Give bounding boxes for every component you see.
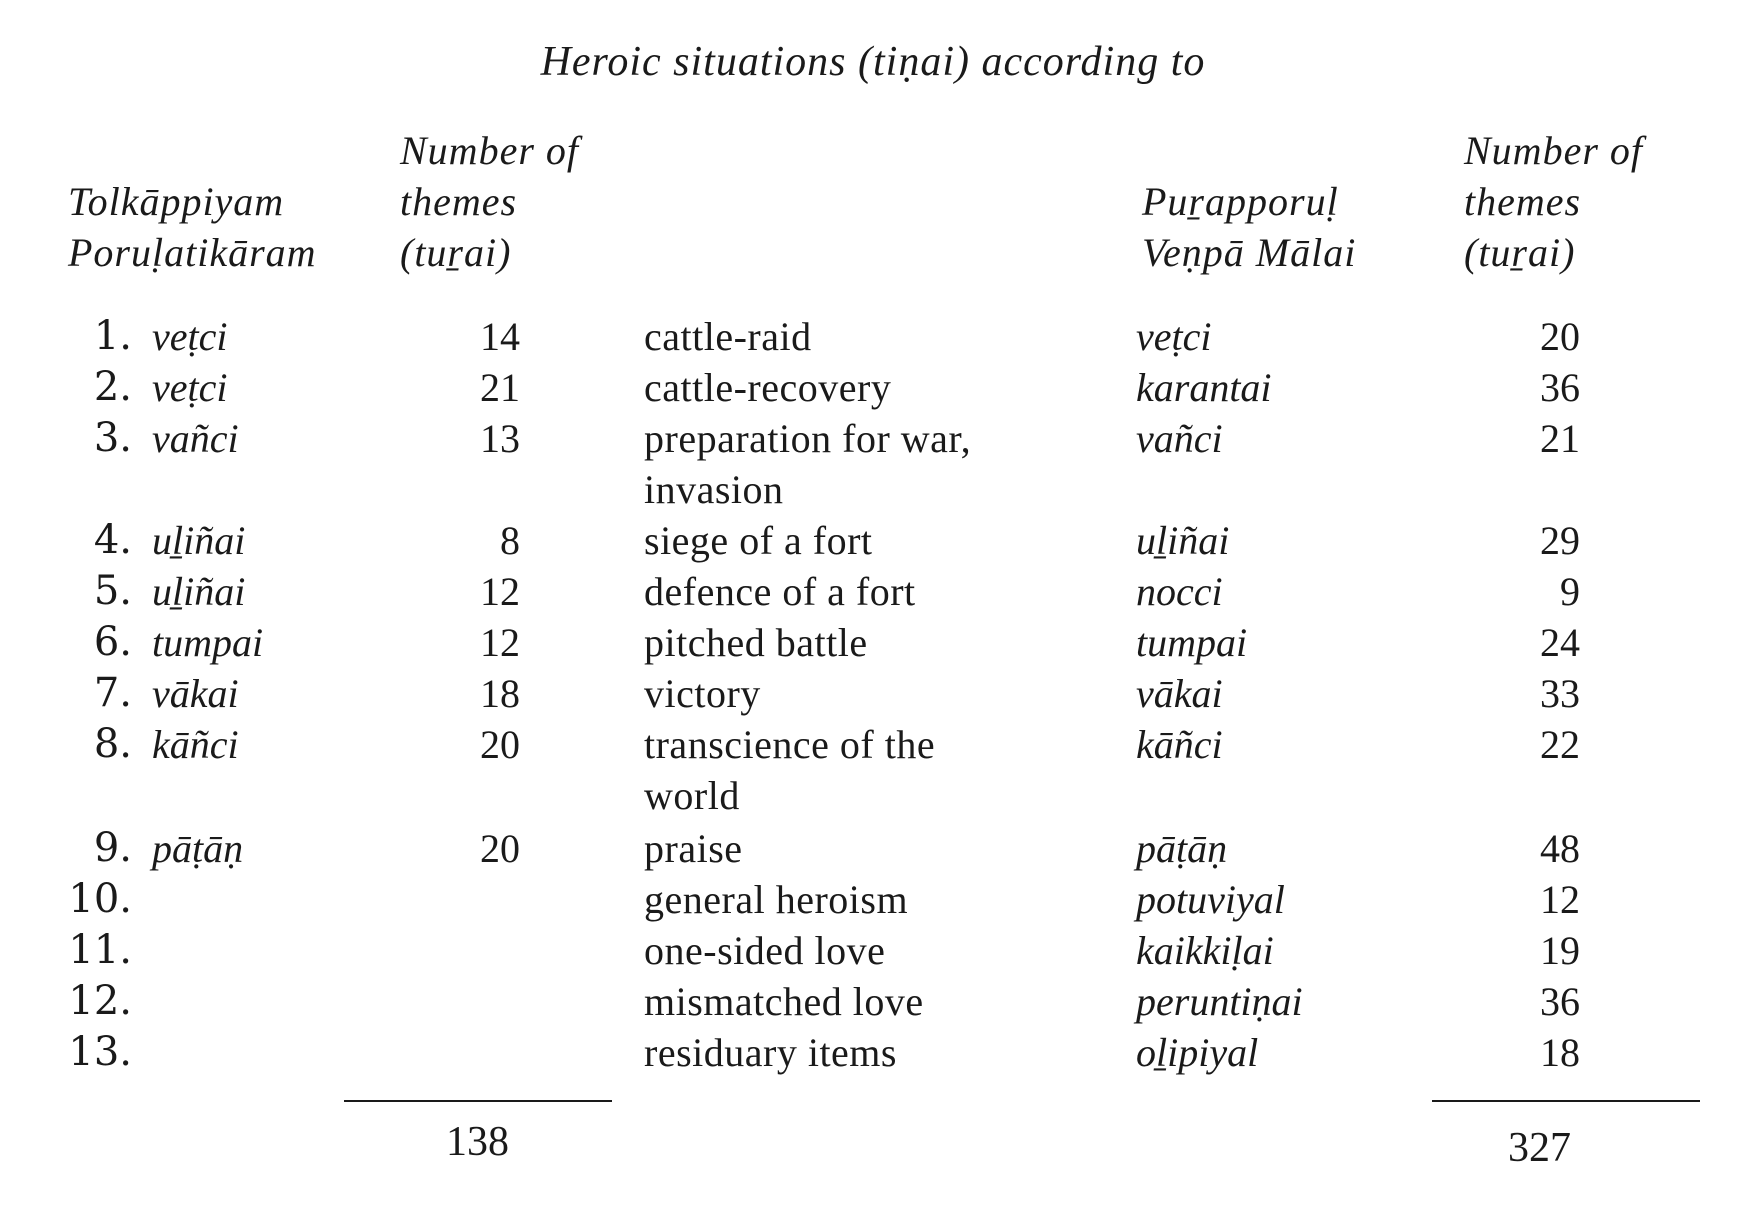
english-meaning-continued: world [644, 773, 740, 818]
tolkappiyam-tinai: veṭci [152, 314, 228, 359]
purapporul-count: 33 [1540, 671, 1580, 716]
table-row [0, 978, 1746, 1030]
tolkappiyam-count: 21 [480, 365, 520, 410]
header-line: (tuṟai) [1464, 230, 1576, 275]
english-meaning: siege of a fort [644, 518, 873, 563]
purapporul-tinai: oḻipiyal [1136, 1030, 1259, 1075]
purapporul-count: 36 [1540, 979, 1580, 1024]
row-number: 4. [93, 517, 132, 563]
table-row [0, 364, 1746, 416]
tolkappiyam-tinai: vākai [152, 671, 239, 716]
header-line: (tuṟai) [400, 230, 512, 275]
table-row [0, 927, 1746, 979]
table-row [0, 619, 1746, 671]
tolkappiyam-tinai: uḻiñai [152, 518, 246, 563]
tolkappiyam-tinai: uḻiñai [152, 569, 246, 614]
purapporul-count: 36 [1540, 365, 1580, 410]
purapporul-count: 19 [1540, 928, 1580, 973]
english-meaning: pitched battle [644, 620, 868, 665]
header-line: themes [400, 179, 518, 224]
purapporul-tinai: pāṭāṇ [1136, 826, 1228, 871]
row-number: 13. [68, 1029, 132, 1075]
header-line: Number of [1464, 128, 1643, 173]
purapporul-tinai: potuviyal [1136, 877, 1285, 922]
header-purapporul [1142, 176, 1356, 278]
english-meaning: one-sided love [644, 928, 886, 973]
tolkappiyam-tinai: veṭci [152, 365, 228, 410]
row-number: 7. [93, 670, 132, 716]
total-tolkappiyam: 138 [446, 1119, 509, 1165]
total-rule-right [1432, 1100, 1700, 1102]
tolkappiyam-count: 12 [480, 620, 520, 665]
purapporul-count: 24 [1540, 620, 1580, 665]
row-number: 9. [93, 825, 132, 871]
purapporul-count: 9 [1560, 569, 1580, 614]
tolkappiyam-count: 13 [480, 416, 520, 461]
english-meaning: transcience of the [644, 722, 936, 767]
table-row [0, 670, 1746, 722]
tolkappiyam-tinai: kāñci [152, 722, 239, 767]
tolkappiyam-tinai: vañci [152, 416, 239, 461]
row-number: 5. [93, 568, 132, 614]
table-row [0, 415, 1746, 519]
english-meaning: cattle-recovery [644, 365, 892, 410]
tolkappiyam-count: 12 [480, 569, 520, 614]
purapporul-tinai: kaikkiḷai [1136, 928, 1274, 973]
table-row [0, 1029, 1746, 1081]
row-number: 2. [93, 364, 132, 410]
table-title: Heroic situations (tiṇai) according to [540, 39, 1206, 85]
purapporul-tinai: vākai [1136, 671, 1223, 716]
total-purapporul: 327 [1508, 1125, 1571, 1171]
purapporul-count: 29 [1540, 518, 1580, 563]
english-meaning: residuary items [644, 1030, 897, 1075]
purapporul-count: 12 [1540, 877, 1580, 922]
english-meaning: mismatched love [644, 979, 924, 1024]
header-line: Number of [400, 128, 579, 173]
table-row [0, 517, 1746, 569]
table-row [0, 313, 1746, 365]
header-count-left [400, 125, 579, 278]
english-meaning: victory [644, 671, 761, 716]
english-meaning: defence of a fort [644, 569, 916, 614]
purapporul-count: 18 [1540, 1030, 1580, 1075]
header-line: themes [1464, 179, 1582, 224]
tolkappiyam-count: 8 [500, 518, 520, 563]
purapporul-tinai: vañci [1136, 416, 1223, 461]
tolkappiyam-count: 18 [480, 671, 520, 716]
total-rule-left [344, 1100, 612, 1102]
english-meaning: general heroism [644, 877, 909, 922]
purapporul-tinai: veṭci [1136, 314, 1212, 359]
tolkappiyam-count: 14 [480, 314, 520, 359]
header-line: Poruḷatikāram [68, 230, 317, 275]
header-line: Puṟapporuḷ [1142, 179, 1339, 224]
purapporul-count: 48 [1540, 826, 1580, 871]
header-tolkappiyam [68, 176, 317, 278]
table-row [0, 568, 1746, 620]
purapporul-tinai: nocci [1136, 569, 1223, 614]
row-number: 11. [68, 927, 132, 973]
purapporul-count: 21 [1540, 416, 1580, 461]
row-number: 10. [68, 876, 132, 922]
tolkappiyam-tinai: tumpai [152, 620, 264, 665]
header-line: Veṇpā Mālai [1142, 230, 1357, 275]
table-row [0, 825, 1746, 877]
header-line: Tolkāppiyam [68, 179, 285, 224]
english-meaning-continued: invasion [644, 467, 784, 512]
row-number: 1. [93, 313, 132, 359]
table-row [0, 876, 1746, 928]
header-count-right [1464, 125, 1643, 278]
english-meaning: preparation for war, [644, 416, 972, 461]
purapporul-count: 22 [1540, 722, 1580, 767]
purapporul-tinai: kāñci [1136, 722, 1223, 767]
row-number: 8. [93, 721, 132, 767]
purapporul-tinai: tumpai [1136, 620, 1248, 665]
purapporul-tinai: uḻiñai [1136, 518, 1230, 563]
row-number: 6. [93, 619, 132, 665]
english-meaning: praise [644, 826, 743, 871]
tolkappiyam-count: 20 [480, 722, 520, 767]
english-meaning: cattle-raid [644, 314, 812, 359]
row-number: 12. [68, 978, 132, 1024]
purapporul-tinai: peruntiṇai [1136, 979, 1303, 1024]
purapporul-tinai: karantai [1136, 365, 1272, 410]
purapporul-count: 20 [1540, 314, 1580, 359]
tolkappiyam-count: 20 [480, 826, 520, 871]
row-number: 3. [93, 415, 132, 461]
table-row [0, 721, 1746, 825]
tolkappiyam-tinai: pāṭāṇ [152, 826, 244, 871]
